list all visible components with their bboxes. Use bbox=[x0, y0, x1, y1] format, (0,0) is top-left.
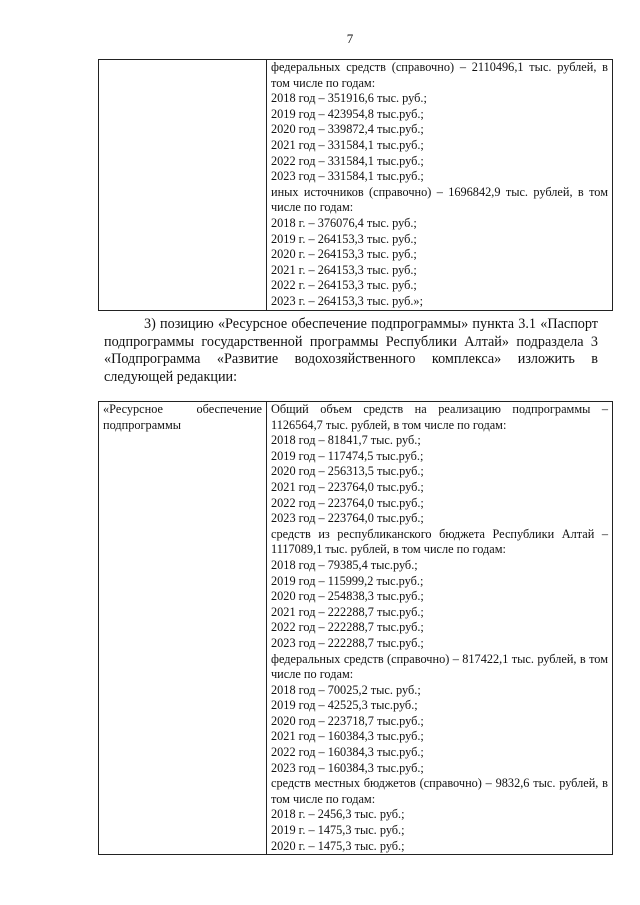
table-line: 2019 г. – 1475,3 тыс. руб.; bbox=[271, 823, 405, 838]
table-line: 2021 год – 222288,7 тыс.руб.; bbox=[271, 604, 424, 619]
left-label-line-2: подпрограммы bbox=[103, 417, 181, 432]
table-line: 2021 год – 331584,1 тыс.руб.; bbox=[271, 137, 424, 152]
table-line: 2020 год – 254838,3 тыс.руб.; bbox=[271, 589, 424, 604]
table-right-cell bbox=[267, 60, 613, 311]
resource-table-continued bbox=[98, 59, 613, 311]
table-line: 2018 год – 79385,4 тыс.руб.; bbox=[271, 557, 418, 572]
table-line: 2018 год – 81841,7 тыс. руб.; bbox=[271, 433, 421, 448]
left-label-line-1: «Ресурсное обеспечение bbox=[103, 402, 262, 416]
table-line: 2020 г. – 1475,3 тыс. руб.; bbox=[271, 838, 405, 853]
table-line: 2023 год – 222288,7 тыс.руб.; bbox=[271, 635, 424, 650]
table-line: 2023 год – 223764,0 тыс.руб.; bbox=[271, 511, 424, 526]
table-line: 2020 год – 223718,7 тыс.руб.; bbox=[271, 713, 424, 728]
table-line: средств местных бюджетов (справочно) – 9832,6 тыс. рублей, в том числе по годам: bbox=[271, 776, 608, 806]
table-line: 2023 г. – 264153,3 тыс. руб.»; bbox=[271, 293, 423, 308]
table-line: федеральных средств (справочно) – 2110496,1 тыс. рублей, в том числе по годам: bbox=[271, 60, 608, 90]
table-line: 2020 год – 339872,4 тыс.руб.; bbox=[271, 122, 424, 137]
table-line: федеральных средств (справочно) – 817422,1 тыс. рублей, в том числе по годам: bbox=[271, 651, 608, 682]
table-line: 2023 год – 331584,1 тыс.руб.; bbox=[271, 169, 424, 184]
table-line: 2022 год – 160384,3 тыс.руб.; bbox=[271, 745, 424, 760]
table-line: 2022 год – 331584,1 тыс.руб.; bbox=[271, 153, 424, 168]
table-right-cell bbox=[267, 402, 613, 855]
table-line: 2018 год – 351916,6 тыс. руб.; bbox=[271, 91, 427, 106]
table-line: 2020 г. – 264153,3 тыс. руб.; bbox=[271, 247, 417, 262]
table-left-cell bbox=[99, 402, 267, 855]
table-line: Общий объем средств на реализацию подпрограммы – 1126564,7 тыс. рублей, в том числе по годам: bbox=[271, 402, 608, 432]
table-line: 2019 год – 117474,5 тыс.руб.; bbox=[271, 448, 424, 463]
table-line: 2021 год – 160384,3 тыс.руб.; bbox=[271, 729, 424, 744]
resource-table-new bbox=[98, 401, 613, 855]
amendment-paragraph-text: 3) позицию «Ресурсное обеспечение подпрограммы» пункта 3.1 «Паспорт подпрограммы государственной программы Республики Алтай» подраздела 3 «Подпрограмма «Развитие водохозяйственного комплекса» изложить в следующей редакции: bbox=[104, 316, 598, 385]
table-row bbox=[99, 402, 613, 855]
table-line: 2020 год – 256313,5 тыс.руб.; bbox=[271, 464, 424, 479]
table-line: 2022 год – 222288,7 тыс.руб.; bbox=[271, 620, 424, 635]
table-line: 2018 г. – 376076,4 тыс. руб.; bbox=[271, 215, 417, 230]
table-left-cell-empty bbox=[99, 60, 267, 311]
table-row bbox=[99, 60, 613, 311]
table-line: 2019 год – 423954,8 тыс.руб.; bbox=[271, 106, 424, 121]
table-line: средств из республиканского бюджета Республики Алтай – 1117089,1 тыс. рублей, в том числе по годам: bbox=[271, 526, 608, 557]
table-line: 2019 год – 42525,3 тыс.руб.; bbox=[271, 698, 418, 713]
table-line: 2022 год – 223764,0 тыс.руб.; bbox=[271, 495, 424, 510]
table-line: иных источников (справочно) – 1696842,9 тыс. рублей, в том числе по годам: bbox=[271, 184, 608, 215]
table-line: 2019 год – 115999,2 тыс.руб.; bbox=[271, 573, 424, 588]
page-number: 7 bbox=[346, 31, 354, 46]
table-line: 2019 г. – 264153,3 тыс. руб.; bbox=[271, 231, 417, 246]
table-line: 2018 год – 70025,2 тыс. руб.; bbox=[271, 682, 421, 697]
table-line: 2023 год – 160384,3 тыс.руб.; bbox=[271, 760, 424, 775]
table-line: 2021 г. – 264153,3 тыс. руб.; bbox=[271, 262, 417, 277]
amendment-paragraph bbox=[104, 316, 598, 386]
table-line: 2018 г. – 2456,3 тыс. руб.; bbox=[271, 807, 405, 822]
table-line: 2021 год – 223764,0 тыс.руб.; bbox=[271, 479, 424, 494]
table-line: 2022 г. – 264153,3 тыс. руб.; bbox=[271, 278, 417, 293]
